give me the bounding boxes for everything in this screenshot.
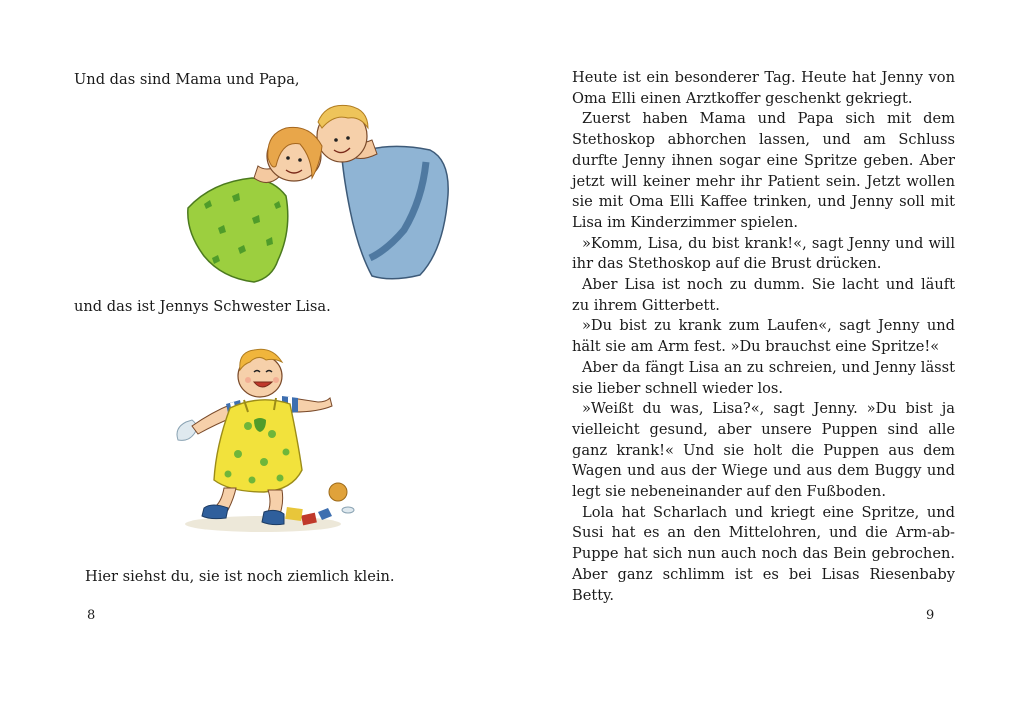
caption-mama-papa: Und das sind Mama und Papa,	[74, 71, 300, 88]
paragraph: »Komm, Lisa, du bist krank!«, sagt Jenny und will ihr das Stethoskop auf die Brust drücken.	[572, 234, 955, 273]
paragraph: Zuerst haben Mama und Papa sich mit dem Stethoskop abhorchen lassen, und am Schluss durfte Jenny ihnen sogar eine Spritze geben. Aber jetzt will keiner mehr ihr Patient sein. Jetzt wollen sie mit Oma Elli Kaffee trinken, und Jenny soll mit Lisa im Kinderzimmer spielen.	[572, 110, 955, 231]
mama-papa-illustration	[182, 100, 454, 285]
page-number-right: 9	[926, 608, 935, 623]
story-text	[572, 68, 955, 606]
paragraph: »Weißt du was, Lisa?«, sagt Jenny. »Du bist ja vielleicht gesund, aber unsere Puppen sind alle ganz krank!« Und sie holt die Puppen aus dem Wagen und aus der Wiege und aus dem Buggy und legt sie nebeneinander auf den Fußboden.	[572, 400, 955, 501]
right-page	[510, 0, 1020, 717]
caption-lisa: und das ist Jennys Schwester Lisa.	[74, 298, 331, 315]
lisa-illustration	[168, 342, 358, 540]
papa-shirt	[342, 146, 448, 278]
paragraph: »Du bist zu krank zum Laufen«, sagt Jenny und hält sie am Arm fest. »Du brauchst eine Spritze!«	[572, 317, 955, 356]
page-number-left: 8	[87, 608, 96, 623]
paragraph: Aber Lisa ist noch zu dumm. Sie lacht und läuft zu ihrem Gitterbett.	[572, 276, 955, 314]
paragraph: Heute ist ein besonderer Tag. Heute hat Jenny von Oma Elli einen Arztkoffer geschenkt gekriegt.	[572, 69, 955, 107]
toy-ball	[329, 483, 347, 501]
paragraph: Aber da fängt Lisa an zu schreien, und Jenny lässt sie lieber schnell wieder los.	[572, 358, 955, 397]
caption-lisa-small: Hier siehst du, sie ist noch ziemlich klein.	[85, 568, 395, 585]
paragraph: Lola hat Scharlach und kriegt eine Spritze, und Susi hat es an den Mittelohren, und die Arm-ab-Puppe hat sich nun auch noch das Bein gebrochen. Aber ganz schlimm ist es bei Lisas Riesenbaby Betty.	[572, 503, 955, 604]
